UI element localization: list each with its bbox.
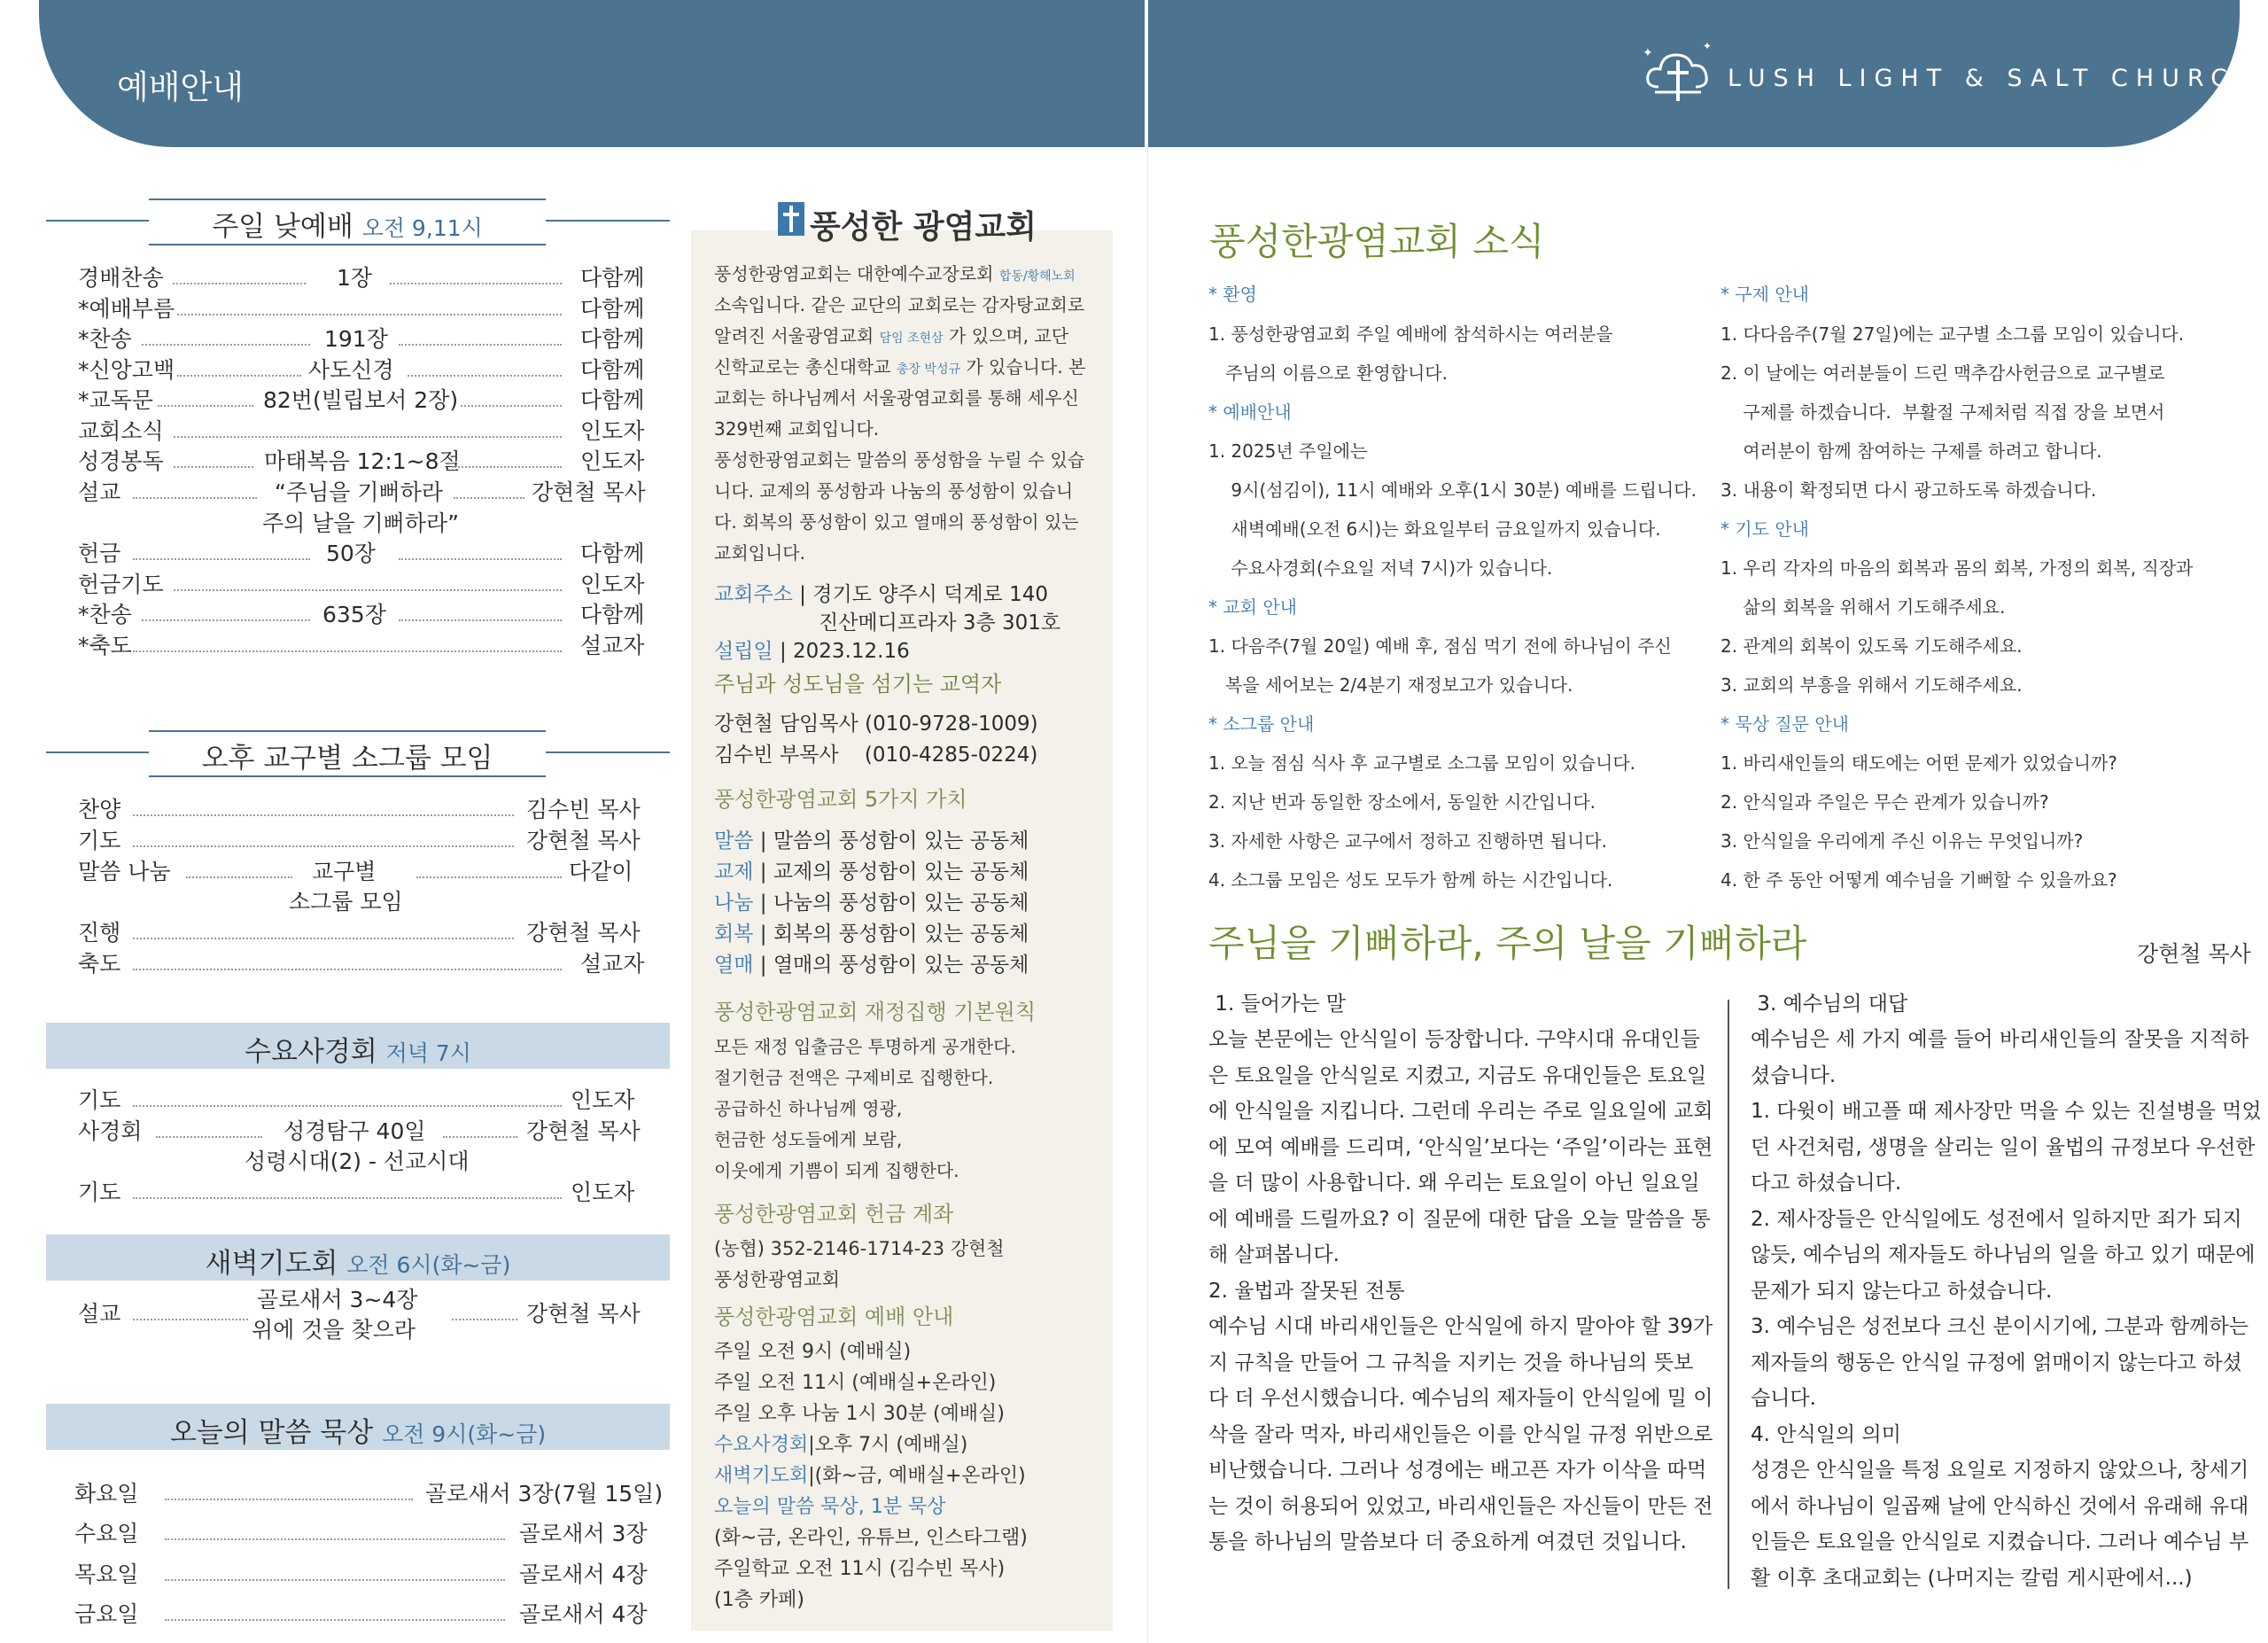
sermon-line: 2. 율법과 잘못된 전통: [1208, 1280, 1405, 1303]
news-category: * 예배안내: [1208, 401, 1292, 423]
section-title: 주일 낮예배: [212, 211, 353, 243]
news-item: 3. 내용이 확정되면 다시 광고하도록 하겠습니다.: [1720, 479, 2097, 501]
worship-line: 주일 오전 9시 (예배실): [714, 1341, 912, 1363]
order-right: 골로새서 4장: [519, 1601, 648, 1627]
order-middle: 82번(빌립보서 2장): [263, 387, 459, 413]
order-right: 다함께: [580, 357, 645, 383]
order-label: 말씀 나눔: [78, 859, 171, 884]
order-right: 강현철 목사: [526, 1301, 641, 1327]
values-heading: 풍성한광염교회 5가지 가치: [714, 787, 967, 812]
intro-line: 니다. 교제의 풍성함과 나눔의 풍성함이 있습니: [714, 480, 1074, 502]
sunday-service-heading: [149, 204, 546, 244]
order-right: 다함께: [580, 326, 645, 352]
staff-heading: 주님과 성도님을 섬기는 교역자: [714, 672, 1002, 697]
dot-leader: [133, 969, 562, 970]
sermon-line: 을 더 많이 사용합니다. 왜 우리는 토요일이 아닌 일요일: [1208, 1172, 1700, 1195]
dot-leader: [133, 497, 257, 499]
sermon-line: 문제가 되지 않는다고 하셨습니다.: [1751, 1280, 2053, 1303]
sermon-line: 습니다.: [1751, 1387, 1816, 1410]
dot-leader: [174, 589, 562, 591]
section-rule: [149, 244, 546, 245]
order-right: 설교자: [580, 951, 645, 977]
order-right: 다함께: [580, 296, 645, 322]
order-label: *찬송: [78, 602, 132, 627]
news-item: 수요사경회(수요일 저녁 7시)가 있습니다.: [1208, 557, 1553, 579]
news-category: * 교회 안내: [1208, 596, 1297, 618]
dot-leader: [133, 1105, 562, 1107]
dot-leader: [177, 375, 301, 377]
order-right: 다함께: [580, 602, 645, 627]
order-right: 골로새서 4장: [519, 1561, 648, 1587]
order-label: 설교: [78, 1301, 121, 1327]
sermon-line: 는 것이 허용되어 있었고, 바리새인들은 자신들이 만든 전: [1208, 1495, 1713, 1518]
sermon-line: 예수님 시대 바리새인들은 안식일에 하지 말아야 할 39가: [1208, 1315, 1713, 1338]
finance-line: 공급하신 하나님께 영광,: [714, 1098, 903, 1119]
sermon-line: 3. 예수님의 대답: [1751, 993, 1908, 1016]
account-line: (농협) 352-2146-1714-23 강현철: [714, 1238, 1005, 1259]
order-middle: 635장: [322, 602, 386, 627]
sermon-line: 1. 들어가는 말: [1208, 993, 1346, 1016]
news-item: 4. 소그룹 모임은 성도 모두가 함께 하는 시간입니다.: [1208, 869, 1613, 891]
dot-leader: [165, 1499, 413, 1500]
news-item: 여러분이 함께 참여하는 구제를 하려고 합니다.: [1720, 440, 2102, 462]
page-gutter: [1147, 147, 1148, 1643]
order-middle: “주님을 기뻐하라: [275, 479, 443, 505]
order-middle: 골로새서 3~4장: [257, 1287, 418, 1312]
account-heading: 풍성한광염교회 헌금 계좌: [714, 1202, 954, 1226]
dot-leader: [133, 1197, 562, 1199]
dot-leader: [443, 1136, 517, 1138]
staff-line: 김수빈 부목사 (010-4285-0224): [714, 744, 1038, 767]
sermon-line: 예수님은 세 가지 예를 들어 바리새인들의 잘못을 지적하: [1751, 1028, 2249, 1051]
worship-line: 오늘의 말씀 묵상, 1분 묵상: [714, 1496, 946, 1518]
section-rule: [149, 775, 546, 777]
news-category: * 환영: [1208, 284, 1257, 305]
sermon-line: 오늘 본문에는 안식일이 등장합니다. 구약시대 유대인들: [1208, 1028, 1700, 1051]
news-item: 주님의 이름으로 환영합니다.: [1208, 362, 1448, 384]
section-rule: [149, 199, 546, 200]
news-title: 풍성한광염교회 소식: [1209, 220, 1545, 263]
sermon-line: 에 안식일을 지킵니다. 그런데 우리는 주로 일요일에 교회: [1208, 1100, 1713, 1123]
order-middle: 성경탐구 40일: [284, 1118, 426, 1144]
value-line: 열매 | 열매의 풍성함이 있는 공동체: [714, 954, 1029, 977]
section-time: 저녁 7시: [385, 1040, 471, 1066]
sermon-line: 인들은 토요일을 안식일로 지켰습니다. 그러나 예수님 부: [1751, 1530, 2249, 1553]
order-label: 기도: [78, 828, 121, 853]
section-title: 오늘의 말씀 묵상: [169, 1417, 374, 1449]
news-item: 삶의 회복을 위해서 기도해주세요.: [1720, 596, 2006, 618]
sermon-line: 비난했습니다. 그러나 성경에는 배고픈 자가 이삭을 따먹: [1208, 1459, 1707, 1482]
dot-leader: [165, 1579, 505, 1581]
news-category: * 기도 안내: [1720, 518, 1809, 540]
section-time: 오전 6시(화~금): [346, 1252, 511, 1278]
order-right: 강현철 목사: [526, 828, 641, 853]
sermon-line: 2. 제사장들은 안식일에도 성전에서 일하지만 죄가 되지: [1751, 1208, 2242, 1231]
news-item: 1. 오늘 점심 식사 후 교구별로 소그룹 모임이 있습니다.: [1208, 752, 1636, 774]
address-line: 교회주소 | 경기도 양주시 덕계로 140: [714, 583, 1049, 606]
value-line: 회복 | 회복의 풍성함이 있는 공동체: [714, 923, 1029, 946]
staff-line: 강현철 담임목사 (010-9728-1009): [714, 712, 1038, 736]
intro-line: 교회입니다.: [714, 542, 805, 564]
sermon-title: 주님을 기뻐하라, 주의 날을 기뻐하라: [1208, 922, 1807, 965]
dot-leader: [454, 497, 524, 499]
order-label: 화요일: [74, 1481, 139, 1507]
worship-line: 수요사경회|오후 7시 (예배실): [714, 1434, 968, 1456]
small-group-heading: 오후 교구별 소그룹 모임: [201, 743, 493, 775]
order-label: 찬양: [78, 797, 121, 822]
worship-line: 주일 오전 11시 (예배실+온라인): [714, 1372, 997, 1394]
dot-leader: [174, 436, 562, 438]
order-right: 강현철 목사: [532, 479, 646, 505]
news-item: 복을 세어보는 2/4분기 재정보고가 있습니다.: [1208, 674, 1573, 696]
dot-leader: [461, 405, 562, 407]
order-middle: 교구별: [312, 859, 377, 884]
dot-leader: [156, 1136, 262, 1138]
order-label: 축도: [78, 951, 121, 977]
finance-line: 헌금한 성도들에게 보람,: [714, 1129, 903, 1150]
news-category: * 소그룹 안내: [1208, 713, 1315, 735]
worship-line: 주일학교 오전 11시 (김수빈 목사): [714, 1558, 1006, 1580]
order-label: 경배찬송: [78, 265, 164, 291]
order-right: 김수빈 목사: [526, 797, 641, 822]
intro-line: 소속입니다. 같은 교단의 교회로는 감자탕교회로: [714, 294, 1085, 315]
section-time: 오전 9,11시: [361, 215, 483, 241]
dot-leader: [452, 466, 562, 468]
order-label: 성경봉독: [78, 448, 164, 474]
dot-leader: [142, 619, 310, 621]
dot-leader: [165, 1619, 505, 1621]
order-right: 강현철 목사: [526, 920, 641, 946]
news-item: 9시(섬김이), 11시 예배와 오후(1시 30분) 예배를 드립니다.: [1208, 479, 1697, 501]
news-item: 2. 안식일과 주일은 무슨 관계가 있습니까?: [1720, 791, 2049, 813]
founded-line: 설립일 | 2023.12.16: [714, 640, 910, 663]
order-middle-line2: 위에 것을 찾으라: [252, 1317, 416, 1343]
dot-leader: [165, 1538, 505, 1540]
dot-leader: [142, 344, 310, 346]
news-item: 1. 2025년 주일에는: [1208, 440, 1368, 462]
dot-leader: [133, 558, 310, 560]
order-right: 다함께: [580, 541, 645, 566]
order-middle-line2: 소그룹 모임: [289, 889, 403, 915]
order-middle-line2: 성령시대(2) - 선교시대: [245, 1149, 470, 1174]
order-label: 금요일: [74, 1601, 139, 1627]
sermon-line: 은 토요일을 안식일로 지켰고, 지금도 유대인들은 토요일: [1208, 1064, 1707, 1087]
order-middle: 1장: [337, 265, 373, 291]
intro-line: 풍성한광염교회는 말씀의 풍성함을 누릴 수 있습: [714, 449, 1085, 471]
order-label: *찬송: [78, 326, 132, 352]
order-right: 골로새서 3장: [519, 1521, 648, 1546]
dot-leader: [452, 1319, 517, 1320]
news-item: 2. 관계의 회복이 있도록 기도해주세요.: [1720, 635, 2023, 657]
church-name-en: LUSH LIGHT & SALT CHURCH: [1728, 65, 2262, 92]
finance-line: 이웃에게 기쁨이 되게 집행한다.: [714, 1160, 959, 1181]
order-middle: 191장: [324, 326, 388, 352]
intro-line: 알려진 서울광염교회 담임 조현삼 가 있으며, 교단: [714, 325, 1069, 347]
worship-line: (화~금, 온라인, 유튜브, 인스타그램): [714, 1527, 1028, 1549]
order-right: 설교자: [580, 633, 645, 658]
sermon-line: 다고 하셨습니다.: [1751, 1172, 1902, 1195]
intro-line: 다. 회복의 풍성함이 있고 열매의 풍성함이 있는: [714, 511, 1079, 533]
finance-line: 절기헌금 전액은 구제비로 집행한다.: [714, 1067, 994, 1088]
sermon-line: 셨습니다.: [1751, 1064, 1837, 1087]
news-item: 1. 우리 각자의 마음의 회복과 몸의 회복, 가정의 회복, 직장과: [1720, 557, 2194, 579]
sermon-line: 삭을 잘라 먹자, 바리새인들은 이를 안식일 규정 위반으로: [1208, 1423, 1713, 1446]
news-item: 1. 다다음주(7월 27일)에는 교구별 소그룹 모임이 있습니다.: [1720, 323, 2185, 345]
sermon-line: 4. 안식일의 의미: [1751, 1423, 1901, 1446]
order-label: *신앙고백: [78, 357, 175, 383]
sermon-line: 3. 예수님은 성전보다 크신 분이시기에, 그분과 함께하는: [1751, 1315, 2249, 1338]
order-label: 설교: [78, 479, 121, 505]
order-label: 헌금: [78, 541, 121, 566]
order-right: 인도자: [580, 418, 645, 444]
intro-line: 329번째 교회입니다.: [714, 418, 880, 440]
news-category: * 묵상 질문 안내: [1720, 713, 1849, 735]
dot-leader: [133, 650, 562, 652]
order-middle: 50장: [326, 541, 376, 566]
sermon-line: 에 모여 예배를 드리며, ‘안식일’보다는 ‘주일’이라는 표현: [1208, 1136, 1713, 1159]
order-label: 기도: [78, 1087, 121, 1113]
church-name-heading: 풍성한 광염교회: [810, 209, 1037, 245]
news-item: 새벽예배(오전 6시)는 화요일부터 금요일까지 있습니다.: [1208, 518, 1661, 540]
dot-leader: [390, 283, 562, 284]
value-line: 말씀 | 말씀의 풍성함이 있는 공동체: [714, 829, 1029, 853]
order-label: 진행: [78, 920, 121, 946]
value-line: 나눔 | 나눔의 풍성함이 있는 공동체: [714, 892, 1029, 915]
order-label: 기도: [78, 1180, 121, 1205]
order-right: 인도자: [571, 1087, 635, 1113]
dot-leader: [177, 314, 562, 315]
sermon-line: 통을 하나님의 말씀보다 더 중요하게 여겼던 것입니다.: [1208, 1530, 1687, 1553]
section-rule: [149, 730, 546, 732]
dot-leader: [133, 938, 514, 939]
page-title: 예배안내: [117, 68, 244, 106]
dot-leader: [133, 814, 514, 816]
dawn-heading: [46, 1241, 670, 1281]
dot-leader: [399, 619, 562, 621]
order-right: 인도자: [571, 1180, 635, 1205]
news-item: 4. 한 주 동안 어떻게 예수님을 기뻐할 수 있을까요?: [1720, 869, 2117, 891]
order-right: 골로새서 3장(7월 15일): [425, 1481, 664, 1507]
dot-leader: [408, 375, 562, 377]
sermon-line: 다 더 우선시했습니다. 예수님의 제자들이 안식일에 밀 이: [1208, 1387, 1713, 1410]
address-line2: 진산메디프라자 3층 301호: [819, 611, 1061, 635]
news-category: * 구제 안내: [1720, 284, 1809, 305]
dot-leader: [133, 1319, 248, 1320]
dot-leader: [158, 405, 253, 407]
order-label: 목요일: [74, 1561, 139, 1587]
news-item: 3. 자세한 사항은 교구에서 정하고 진행하면 됩니다.: [1208, 830, 1607, 852]
order-label: *축도: [78, 633, 132, 658]
order-label: 사경회: [78, 1118, 143, 1144]
order-right: 인도자: [580, 572, 645, 597]
svg-text:✦: ✦: [1703, 40, 1713, 52]
order-right: 강현철 목사: [526, 1118, 641, 1144]
news-item: 1. 다음주(7월 20일) 예배 후, 점심 먹기 전에 하나님이 주신: [1208, 635, 1672, 657]
sermon-line: 않듯, 예수님의 제자들도 하나님의 일을 하고 있기 때문에: [1751, 1243, 2256, 1266]
dot-leader: [174, 466, 253, 468]
value-line: 교제 | 교제의 풍성함이 있는 공동체: [714, 860, 1029, 884]
order-middle: 사도신경: [308, 357, 394, 383]
sermon-line: 에 예배를 드릴까요? 이 질문에 대한 답을 오늘 말씀을 통: [1208, 1208, 1711, 1231]
finance-heading: 풍성한광염교회 재정집행 기본원칙: [714, 1000, 1037, 1024]
worship-line: 새벽기도회|(화~금, 예배실+온라인): [714, 1465, 1026, 1487]
order-right: 다함께: [580, 387, 645, 413]
news-item: 3. 안식일을 우리에게 주신 이유는 무엇입니까?: [1720, 830, 2084, 852]
news-item: 1. 바리새인들의 태도에는 어떤 문제가 있었습니까?: [1720, 752, 2117, 774]
order-middle-line2: 주의 날을 기뻐하라”: [262, 510, 460, 536]
sermon-line: 활 이후 초대교회는 (나머지는 칼럼 게시판에서...): [1751, 1567, 2193, 1590]
intro-line: 풍성한광염교회는 대한예수교장로회 합동/황해노회: [714, 263, 1076, 284]
order-label: 헌금기도: [78, 572, 164, 597]
worship-heading: 풍성한광염교회 예배 안내: [714, 1304, 954, 1329]
worship-line: 주일 오후 나눔 1시 30분 (예배실): [714, 1403, 1005, 1425]
order-right: 다함께: [580, 265, 645, 291]
wednesday-heading: [46, 1029, 670, 1069]
news-item: 1. 풍성한광염교회 주일 예배에 참석하시는 여러분을: [1208, 323, 1613, 345]
sermon-line: 던 사건처럼, 생명을 살리는 일이 율법의 규정보다 우선한: [1751, 1136, 2256, 1159]
dot-leader: [173, 283, 306, 284]
dot-leader: [399, 344, 562, 346]
news-item: 2. 이 날에는 여러분들이 드린 맥추감사헌금으로 교구별로: [1720, 362, 2165, 384]
intro-line: 신학교로는 총신대학교 총장 박성규 가 있습니다. 본: [714, 356, 1086, 378]
church-cross-cloud-icon: [1641, 35, 1720, 110]
sermon-line: 성경은 안식일을 특정 요일로 지정하지 않았으나, 창세기: [1751, 1459, 2249, 1482]
sermon-author: 강현철 목사: [2137, 941, 2251, 967]
finance-line: 모든 재정 입출금은 투명하게 공개한다.: [714, 1036, 1016, 1057]
dot-leader: [416, 876, 562, 878]
section-title: 수요사경회: [245, 1036, 377, 1068]
intro-line: 교회는 하나님께서 서울광염교회를 통해 세우신: [714, 387, 1079, 409]
order-label: 교회소식: [78, 418, 164, 444]
order-label: 수요일: [74, 1521, 139, 1546]
order-right: 인도자: [580, 448, 645, 474]
account-line: 풍성한광염교회: [714, 1269, 841, 1290]
column-divider: [1728, 1000, 1729, 1589]
sermon-line: 해 살펴봅니다.: [1208, 1243, 1340, 1266]
news-item: 구제를 하겠습니다. 부활절 구제처럼 직접 장을 보면서: [1720, 401, 2165, 423]
meditation-heading: [46, 1410, 670, 1450]
dot-leader: [186, 876, 292, 878]
order-right: 다같이: [569, 859, 633, 884]
news-item: 2. 지난 번과 동일한 장소에서, 동일한 시간입니다.: [1208, 791, 1596, 813]
dot-leader: [133, 845, 514, 847]
sermon-line: 지 규칙을 만들어 그 규칙을 지키는 것을 하나님의 뜻보: [1208, 1351, 1694, 1374]
sermon-line: 제자들의 행동은 안식일 규정에 얽매이지 않는다고 하셨: [1751, 1351, 2242, 1374]
dot-leader: [399, 558, 562, 560]
order-middle: 마태복음 12:1~8절: [264, 448, 461, 474]
order-label: *교독문: [78, 387, 153, 413]
section-title: 새벽기도회: [205, 1248, 338, 1280]
order-label: *예배부름: [78, 296, 175, 322]
svg-text:✦: ✦: [1643, 46, 1653, 60]
section-time: 오전 9시(화~금): [382, 1421, 547, 1447]
church-logo-icon: [778, 202, 804, 236]
sermon-line: 1. 다윗이 배고플 때 제사장만 먹을 수 있는 진설병을 먹었: [1751, 1100, 2262, 1123]
sermon-line: 에서 하나님이 일곱째 날에 안식하신 것에서 유래해 유대: [1751, 1495, 2249, 1518]
worship-line: (1층 카페): [714, 1589, 804, 1611]
news-item: 3. 교회의 부흥을 위해서 기도해주세요.: [1720, 674, 2023, 696]
